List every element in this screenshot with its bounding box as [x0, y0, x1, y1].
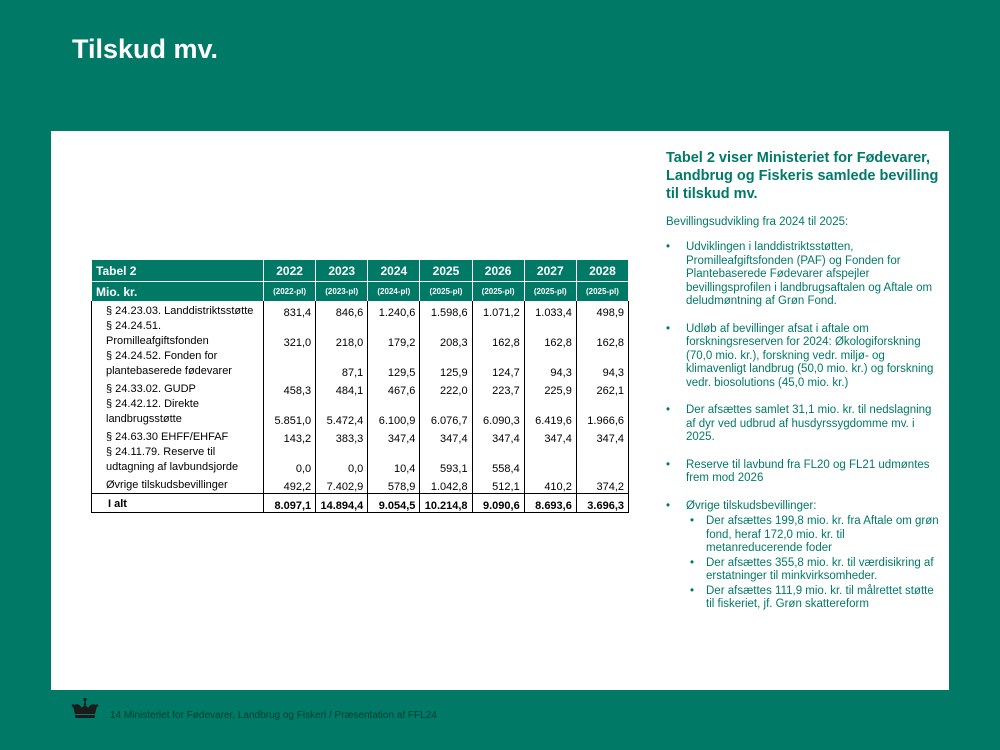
bullet-item-label: Øvrige tilskudsbevillinger: [686, 499, 817, 512]
table-cell: 1.033,4 [524, 301, 576, 319]
table-cell: 5.851,0 [264, 397, 316, 427]
commentary-intro: Bevillingsudvikling fra 2024 til 2025: [666, 216, 849, 228]
content-panel [51, 131, 949, 690]
table-cell: 347,4 [368, 427, 420, 445]
table-cell [264, 349, 316, 379]
budget-table [91, 259, 629, 513]
table-total-row [92, 494, 629, 513]
table-header-unit: Mio. kr. [92, 282, 264, 302]
table-cell: 347,4 [472, 427, 524, 445]
table-header-price-levels [92, 282, 629, 302]
row-label: § 24.63.30 EHFF/EHFAF [92, 427, 264, 445]
table-cell: 578,9 [368, 475, 420, 494]
table-cell: 484,1 [316, 379, 368, 397]
table-row [92, 301, 629, 319]
year-header: 2028 [576, 260, 628, 282]
price-level-header: (2025-pl) [420, 282, 472, 302]
row-label: § 24.11.79. Reserve til udtagning af lavbundsjorde [92, 445, 264, 475]
table-cell: 162,8 [524, 319, 576, 349]
total-cell: 14.894,4 [316, 494, 368, 513]
table-cell: 458,3 [264, 379, 316, 397]
total-cell: 8.097,1 [264, 494, 316, 513]
table-cell: 10,4 [368, 445, 420, 475]
table-cell: 347,4 [576, 427, 628, 445]
year-header: 2024 [368, 260, 420, 282]
bullet-item: • Udløb af bevillinger afsat i aftale om forskningsreserven for 2024: Økologiforskning (70,0 mio. kr.), forskning vedr. miljø- og klimavenligt landbrug (50,0 mio. kr.) og forskning vedr. biosolutions (45,0 mio. kr.) [666, 323, 941, 391]
table-cell: 374,2 [576, 475, 628, 494]
sub-bullets [686, 515, 941, 612]
crown-logo-icon [70, 697, 100, 721]
sub-bullet-item: • Der afsættes 111,9 mio. kr. til målrettet støtte til fiskeriet, jf. Grøn skattereform [686, 585, 941, 612]
table-cell: 225,9 [524, 379, 576, 397]
table-row [92, 349, 629, 379]
table-row [92, 475, 629, 494]
table-cell: 1.042,8 [420, 475, 472, 494]
table-cell: 87,1 [316, 349, 368, 379]
table-cell: 831,4 [264, 301, 316, 319]
slide-title: Tilskud mv. [72, 34, 219, 64]
table-header-title: Tabel 2 [92, 260, 264, 282]
table-cell: 347,4 [420, 427, 472, 445]
year-header: 2022 [264, 260, 316, 282]
table-cell [576, 445, 628, 475]
table-cell: 162,8 [576, 319, 628, 349]
table-cell: 558,4 [472, 445, 524, 475]
table-cell: 6.100,9 [368, 397, 420, 427]
table-cell: 6.090,3 [472, 397, 524, 427]
price-level-header: (2024-pl) [368, 282, 420, 302]
table-cell: 143,2 [264, 427, 316, 445]
year-header: 2023 [316, 260, 368, 282]
table-cell: 0,0 [316, 445, 368, 475]
table-row [92, 445, 629, 475]
table-cell: 94,3 [524, 349, 576, 379]
table-cell: 5.472,4 [316, 397, 368, 427]
row-label: Øvrige tilskudsbevillinger [92, 475, 264, 494]
total-label: I alt [92, 494, 264, 513]
footer-text: 14 Ministeriet for Fødevarer, Landbrug og Fiskeri / Præsentation af FFL24 [110, 710, 437, 721]
table-cell: 0,0 [264, 445, 316, 475]
table-cell: 218,0 [316, 319, 368, 349]
table-cell: 179,2 [368, 319, 420, 349]
row-label: § 24.33.02. GUDP [92, 379, 264, 397]
total-cell: 10.214,8 [420, 494, 472, 513]
row-label: § 24.23.03. Landdistriktsstøtte [92, 301, 264, 319]
table-cell: 846,6 [316, 301, 368, 319]
commentary-column [666, 149, 941, 626]
table-cell: 125,9 [420, 349, 472, 379]
table-cell: 593,1 [420, 445, 472, 475]
table-cell: 162,8 [472, 319, 524, 349]
table-cell: 347,4 [524, 427, 576, 445]
table-cell: 321,0 [264, 319, 316, 349]
table-cell: 512,1 [472, 475, 524, 494]
year-header: 2026 [472, 260, 524, 282]
year-header: 2027 [524, 260, 576, 282]
sub-bullet-item: • Der afsættes 199,8 mio. kr. fra Aftale om grøn fond, heraf 172,0 mio. kr. til metanreducerende foder [686, 515, 941, 556]
table-body [92, 301, 629, 513]
table-cell: 94,3 [576, 349, 628, 379]
total-cell: 9.090,6 [472, 494, 524, 513]
bullet-item-other [666, 500, 941, 612]
price-level-header: (2022-pl) [264, 282, 316, 302]
row-label: § 24.42.12. Direkte landbrugsstøtte [92, 397, 264, 427]
year-header: 2025 [420, 260, 472, 282]
commentary-heading: Tabel 2 viser Ministeriet for Fødevarer, Landbrug og Fiskeris samlede bevilling til tilskud mv. [666, 150, 939, 202]
price-level-header: (2025-pl) [472, 282, 524, 302]
table-cell: 124,7 [472, 349, 524, 379]
table-cell: 498,9 [576, 301, 628, 319]
table-cell: 223,7 [472, 379, 524, 397]
table-cell: 1.598,6 [420, 301, 472, 319]
total-cell: 9.054,5 [368, 494, 420, 513]
table-cell: 262,1 [576, 379, 628, 397]
price-level-header: (2025-pl) [576, 282, 628, 302]
table-cell: 467,6 [368, 379, 420, 397]
bullet-item: • Der afsættes samlet 31,1 mio. kr. til nedslagning af dyr ved udbrud af husdyrssygdomme mv. i 2025. [666, 404, 941, 445]
total-cell: 8.693,6 [524, 494, 576, 513]
table-cell: 1.240,6 [368, 301, 420, 319]
table-cell: 383,3 [316, 427, 368, 445]
price-level-header: (2025-pl) [524, 282, 576, 302]
table-cell: 222,0 [420, 379, 472, 397]
bullet-item: • Udviklingen i landdistriktsstøtten, Promilleafgiftsfonden (PAF) og Fonden for Plantebaserede Fødevarer afspejler bevillingsprofilen i landbrugsaftalen og Aftale om deludmøntning af Grøn Fond. [666, 241, 941, 309]
table-row [92, 379, 629, 397]
commentary-bullets [666, 241, 941, 612]
table-cell: 129,5 [368, 349, 420, 379]
table-cell: 7.402,9 [316, 475, 368, 494]
row-label: § 24.24.51. Promilleafgiftsfonden [92, 319, 264, 349]
table-cell: 6.419,6 [524, 397, 576, 427]
table-cell: 208,3 [420, 319, 472, 349]
table-row [92, 319, 629, 349]
table-header-years [92, 260, 629, 282]
table-cell: 1.071,2 [472, 301, 524, 319]
table-cell: 492,2 [264, 475, 316, 494]
table-cell: 6.076,7 [420, 397, 472, 427]
total-cell: 3.696,3 [576, 494, 628, 513]
table-cell: 410,2 [524, 475, 576, 494]
price-level-header: (2023-pl) [316, 282, 368, 302]
bullet-item: • Reserve til lavbund fra FL20 og FL21 udmøntes frem mod 2026 [666, 459, 941, 486]
sub-bullet-item: • Der afsættes 355,8 mio. kr. til værdisikring af erstatninger til minkvirksomheder. [686, 557, 941, 584]
table-row [92, 427, 629, 445]
table-cell [524, 445, 576, 475]
row-label: § 24.24.52. Fonden for plantebaserede fødevarer [92, 349, 264, 379]
table-row [92, 397, 629, 427]
table-cell: 1.966,6 [576, 397, 628, 427]
